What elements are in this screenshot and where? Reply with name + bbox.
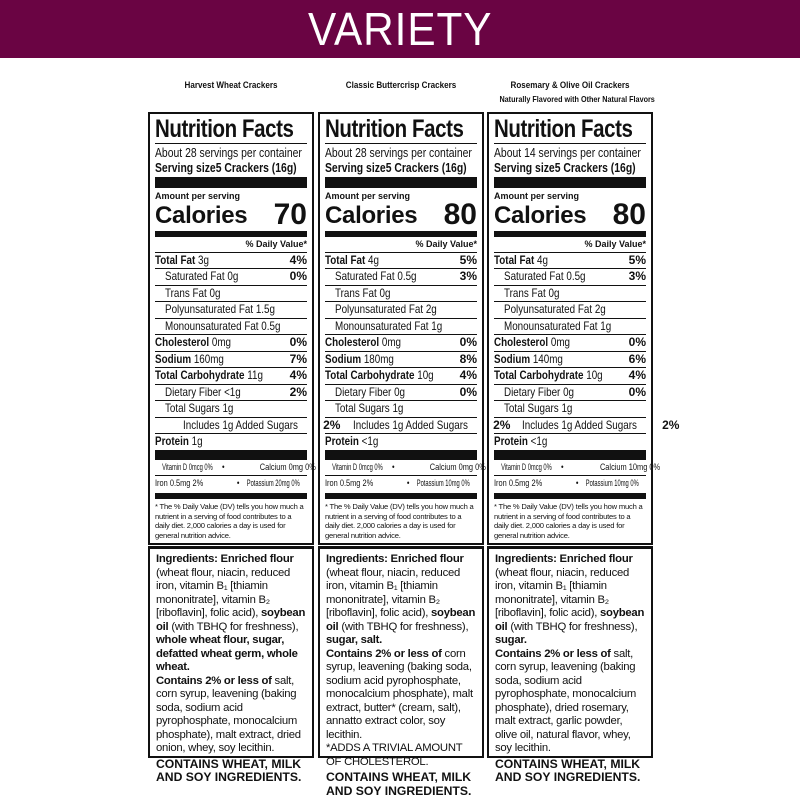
text-span (335, 319, 442, 335)
nutrient-row-sodium (325, 352, 477, 369)
allergen-statement: CONTAINS WHEAT, MILK AND SOY INGREDIENTS. (495, 756, 641, 784)
text-span (504, 385, 574, 401)
text-span (335, 401, 403, 417)
label-text: About 28 servings per container (155, 145, 302, 160)
calories-row (155, 197, 307, 231)
ingredients-minor-text (326, 648, 476, 743)
daily-value-footnote: * The % Daily Value (DV) tells you how much a nutrient in a serving of food contributes to a daily diet. 2,000 calories a day is used for general nutrition advice. (325, 502, 474, 540)
daily-value-header: % Daily Value* (325, 237, 477, 253)
ingredients-box (318, 546, 484, 798)
text-span (504, 286, 559, 302)
label-text: 0.5g (566, 269, 586, 283)
label-text: Protein (325, 434, 359, 448)
label-text: Iron 0.5mg 2% (325, 478, 374, 490)
label-text: 0% (459, 335, 477, 349)
text-span (165, 286, 220, 302)
nutrient-row-saturated-fat (494, 269, 646, 286)
daily-value-header: % Daily Value* (155, 237, 307, 253)
label-text: 4% (289, 252, 307, 267)
label-text: 1g (392, 401, 404, 415)
label-text: (with TBHQ for freshness), (168, 620, 299, 633)
label-text: Total Carbohydrate (494, 368, 584, 382)
label-text: Iron 0.5mg 2% (494, 478, 543, 490)
vitamin-row-2 (325, 476, 477, 491)
label-text: sugar, salt. (326, 634, 383, 646)
label-text: Vitamin D 0mcg 0% (332, 462, 383, 474)
text-span (165, 401, 233, 417)
amount-per-serving-label: Amount per serving (155, 190, 241, 201)
label-text: 0g (548, 285, 560, 300)
nutrient-row-cholesterol (494, 335, 646, 352)
label-text: Includes 1g Added Sugars (353, 417, 468, 432)
text-span: Vitamin D 0mcg 0% • (332, 462, 395, 474)
nutrient-row-added-sugars (494, 417, 680, 435)
label-text: <1g (530, 434, 548, 448)
text-span (155, 352, 224, 368)
nutrient-row-total-sugars (325, 401, 477, 418)
nutrition-facts-box (148, 112, 341, 545)
label-text: 5 Crackers (16g) (554, 160, 636, 175)
calories-row (325, 197, 477, 231)
label-text: 0g (209, 285, 221, 300)
nutrient-row-trans-fat (325, 286, 477, 303)
label-text: Protein (494, 434, 528, 448)
text-span (325, 352, 394, 368)
ingredients-text (326, 553, 476, 648)
label-text: 0% (289, 335, 307, 349)
nutrient-row-total-fat (494, 253, 646, 270)
text-span (494, 352, 563, 368)
ingredients-note: *ADDS A TRIVIAL AMOUNT OF CHOLESTEROL. (326, 742, 463, 768)
allergen-statement: CONTAINS WHEAT, MILK AND SOY INGREDIENTS. (326, 770, 472, 798)
ingredients-text (495, 553, 645, 648)
label-text: 0% (289, 269, 307, 283)
label-text: Saturated Fat (335, 269, 395, 283)
text-span (504, 269, 586, 285)
daily-value-header: % Daily Value* (494, 237, 646, 253)
calories-value: 80 (612, 197, 646, 231)
label-text: 5 Crackers (16g) (385, 160, 467, 175)
label-text: 4g (537, 252, 548, 267)
label-text: 5% (459, 252, 477, 267)
label-text: Vitamin D 0mcg 0% (501, 462, 552, 474)
label-text: 0mg (381, 335, 402, 349)
label-text: 0% (459, 384, 477, 399)
label-text: Serving size (494, 160, 555, 175)
label-text: Cholesterol (325, 335, 380, 349)
text-span (165, 302, 275, 318)
text-span (494, 335, 570, 351)
label-text: Trans Fat (504, 285, 546, 300)
divider-thick (494, 177, 646, 188)
text-span (325, 160, 467, 175)
label-text: 180mg (363, 351, 394, 366)
nutrient-row-total-sugars (155, 401, 307, 418)
nutrition-facts-title: Nutrition Facts (494, 115, 633, 143)
text-span (335, 385, 405, 401)
nutrition-facts-box (318, 112, 511, 545)
vitamin-row-1 (325, 460, 487, 476)
nutrient-row-polyunsaturated-fat (494, 302, 646, 319)
label-text: 1g (600, 318, 612, 333)
nutrition-panel-3 (487, 112, 680, 784)
product-name-text: Classic Buttercrisp Crackers (345, 80, 457, 91)
text-span (165, 269, 238, 285)
text-span (504, 319, 611, 335)
label-text: Ingredients: (495, 553, 557, 565)
label-text: 1g (431, 318, 443, 333)
label-text: 0g (394, 384, 406, 399)
label-text: corn syrup, leavening (baking soda, sodium acid pyrophosphate, monocalcium phosphate), malt extract, butter* (cream, salt), annatto extract color, soy lecithin. (326, 647, 473, 741)
servings-per-container (494, 143, 646, 160)
label-text: 0% (628, 384, 646, 399)
label-text: Total Fat (494, 252, 535, 267)
calories-row (494, 197, 646, 231)
product-name-buttercrisp (330, 80, 471, 91)
text-span: • Potassium 10mg 0% (575, 478, 639, 490)
daily-value-footnote: * The % Daily Value (DV) tells you how much a nutrient in a serving of food contributes to a daily diet. 2,000 calories a day is used for general nutrition advice. (155, 502, 304, 540)
calories-value: 70 (273, 197, 307, 231)
label-text: Sodium (494, 351, 531, 366)
text-span (155, 160, 297, 175)
label-text: About 28 servings per container (325, 145, 472, 160)
text-span (335, 302, 437, 318)
label-text: Ingredients: (326, 553, 388, 565)
label-text: Polyunsaturated Fat (504, 302, 593, 316)
label-text: Serving size (155, 160, 216, 175)
label-text: Trans Fat (165, 285, 207, 300)
label-text: <1g (361, 434, 379, 448)
nutrient-row-cholesterol (155, 335, 307, 352)
calories-label: Calories (325, 201, 418, 229)
label-text: (with TBHQ for freshness), (507, 620, 638, 633)
banner-title: VARIETY (307, 3, 493, 55)
nutrient-row-total-fat (155, 253, 307, 270)
label-text: Total Sugars (335, 401, 390, 415)
label-text: Monounsaturated Fat (335, 318, 429, 333)
label-text: Calcium 0mg 0% (260, 462, 317, 474)
label-text: About 14 servings per container (494, 145, 641, 160)
nutrition-panel-2 (318, 112, 511, 798)
label-text: 0mg (550, 335, 571, 349)
nutrient-row-monounsaturated-fat (325, 319, 477, 336)
vitamins-minerals (494, 460, 661, 491)
label-text: Total Fat (325, 252, 366, 267)
label-text: 140mg (532, 351, 563, 366)
label-text: Total Sugars (504, 401, 559, 415)
servings-per-container (155, 143, 307, 160)
label-text: Contains 2% or less of (156, 674, 272, 687)
label-text: 2% (493, 417, 511, 432)
ingredients-box (148, 546, 314, 784)
allergen-statement: CONTAINS WHEAT, MILK AND SOY INGREDIENTS. (156, 756, 302, 784)
text-span (155, 434, 203, 450)
nutrient-row-saturated-fat (325, 269, 477, 286)
ingredients-minor-text (156, 675, 306, 756)
label-text: 10g (417, 368, 434, 382)
label-text: 1g (222, 401, 234, 415)
label-text: 0% (628, 335, 646, 349)
nutrient-row-protein (155, 434, 307, 450)
divider-thick (155, 450, 307, 461)
text-span: • Potassium 20mg 0% (236, 478, 300, 490)
label-text: 3% (628, 269, 646, 283)
label-text: 4g (368, 252, 379, 267)
label-text: whole wheat flour, sugar, defatted wheat germ, whole wheat. (156, 634, 298, 673)
label-text: Serving size (325, 160, 386, 175)
label-text: (wheat flour, niacin, reduced iron, vitamin B₁ [thiamin mononitrate], vitamin B₂ [riboflavin], folic acid), (326, 566, 461, 619)
label-text: 4% (289, 368, 307, 382)
nutrient-row-trans-fat (494, 286, 646, 303)
label-text: 8% (459, 351, 477, 366)
label-text: (wheat flour, niacin, reduced iron, vitamin B₁ [thiamin mononitrate], vitamin B₂ [riboflavin], folic acid), (156, 566, 291, 619)
text-span (155, 253, 209, 269)
label-text: Cholesterol (494, 335, 549, 349)
label-text: Sodium (155, 351, 192, 366)
label-text: 10g (586, 368, 603, 382)
label-text: Contains 2% or less of (495, 647, 611, 660)
label-text: Saturated Fat (504, 269, 564, 283)
label-text: 160mg (193, 351, 224, 366)
label-text: Iron 0.5mg 2% (155, 478, 204, 490)
text-span (325, 368, 434, 384)
vitamins-minerals (155, 460, 317, 491)
text-span: • Potassium 10mg 0% (406, 478, 470, 490)
label-text: 6% (628, 351, 646, 366)
product-name-rosemary (499, 80, 655, 104)
label-text: Potassium 20mg 0% (246, 478, 300, 490)
servings-per-container (325, 143, 477, 160)
label-text: (wheat flour, niacin, reduced iron, vitamin B₁ [thiamin mononitrate], vitamin B₂ [riboflavin], folic acid), (495, 566, 630, 619)
nutrient-row-added-sugars (325, 417, 511, 435)
label-text: 5% (628, 252, 646, 267)
label-text: Dietary Fiber (504, 384, 561, 399)
nutrient-row-total-carbohydrate (325, 368, 477, 385)
text-span (325, 434, 378, 450)
label-text: Monounsaturated Fat (504, 318, 598, 333)
label-text: 3% (459, 269, 477, 283)
label-text: Includes 1g Added Sugars (522, 417, 637, 432)
label-text: 0.5g (397, 269, 417, 283)
text-span (165, 319, 280, 335)
variety-banner (0, 0, 800, 58)
label-text: Includes 1g Added Sugars (183, 417, 298, 432)
nutrient-row-polyunsaturated-fat (155, 302, 307, 319)
label-text: Total Fat (155, 252, 196, 267)
nutrient-row-total-carbohydrate (494, 368, 646, 385)
nutrient-row-saturated-fat (155, 269, 307, 286)
calories-label: Calories (155, 201, 248, 229)
nutrient-row-sodium (155, 352, 307, 369)
text-span (494, 434, 547, 450)
label-text: Contains 2% or less of (326, 647, 442, 660)
nutrient-row-dietary-fiber (494, 385, 646, 402)
label-text: Protein (155, 434, 189, 448)
divider-thick (325, 177, 477, 188)
nutrition-facts-title: Nutrition Facts (155, 115, 294, 143)
nutrient-row-sodium (494, 352, 646, 369)
text-span (494, 253, 548, 269)
vitamin-row-2 (494, 476, 646, 491)
nutrition-facts-box (487, 112, 680, 545)
product-subtitle: Naturally Flavored with Other Natural Flavors (499, 94, 655, 104)
text-span (155, 368, 263, 384)
label-text: Ingredients: (156, 553, 218, 565)
nutrient-row-trans-fat (155, 286, 307, 303)
label-text: 0.5g (261, 318, 281, 333)
text-span (494, 368, 603, 384)
serving-size (494, 160, 646, 175)
label-text: Vitamin D 0mcg 0% (162, 462, 213, 474)
label-text: Saturated Fat (165, 269, 225, 283)
label-text: soybean oil (156, 607, 306, 633)
serving-size (325, 160, 477, 175)
label-text: 1g (191, 434, 203, 448)
label-text: 3g (198, 252, 209, 267)
nutrient-row-polyunsaturated-fat (325, 302, 477, 319)
nutrition-facts-title: Nutrition Facts (325, 115, 464, 143)
label-text: Polyunsaturated Fat (335, 302, 424, 316)
nutrition-panel-1 (148, 112, 341, 784)
label-text: Potassium 10mg 0% (416, 478, 470, 490)
label-text: 11g (247, 368, 263, 382)
text-span: Vitamin D 0mcg 0% • (162, 462, 225, 474)
product-name-text: Harvest Wheat Crackers (184, 80, 278, 91)
nutrient-row-total-sugars (494, 401, 646, 418)
serving-size (155, 160, 307, 175)
label-text: <1g (224, 384, 241, 399)
label-text: 2g (594, 302, 606, 316)
label-text: 0g (227, 269, 239, 283)
label-text: sugar. (495, 634, 527, 646)
text-span (494, 160, 636, 175)
text-span (165, 385, 241, 401)
label-text: Dietary Fiber (335, 384, 392, 399)
vitamin-row-1 (155, 460, 317, 476)
label-text: (with TBHQ for freshness), (338, 620, 469, 633)
nutrient-row-monounsaturated-fat (155, 319, 307, 336)
label-text: soybean oil (495, 607, 645, 633)
label-text: Trans Fat (335, 285, 377, 300)
label-text: salt, corn syrup, leavening (baking soda, sodium acid pyrophosphate, monocalcium phosphate), dried rosemary, malt extract, garlic powder, olive oil, natural flavor, whey, soy lecithin. (495, 647, 637, 754)
text-span (335, 286, 390, 302)
label-text: 0mg (211, 335, 232, 349)
vitamin-row-1 (494, 460, 661, 476)
label-text: 7% (289, 351, 307, 366)
label-text: Enriched flour (390, 553, 464, 565)
product-name-harvest-wheat (160, 80, 301, 91)
nutrient-row-dietary-fiber (325, 385, 477, 402)
text-span (335, 269, 417, 285)
amount-per-serving-label: Amount per serving (325, 190, 411, 201)
nutrient-row-monounsaturated-fat (494, 319, 646, 336)
text-span (325, 335, 401, 351)
ingredients-minor-text (495, 648, 645, 756)
label-text: 4% (459, 368, 477, 382)
nutrient-row-dietary-fiber (155, 385, 307, 402)
label-text: 2g (425, 302, 437, 316)
nutrient-row-cholesterol (325, 335, 477, 352)
text-span (504, 302, 606, 318)
nutrient-row-protein (494, 434, 646, 450)
label-text: Sodium (325, 351, 362, 366)
label-text: 5 Crackers (16g) (215, 160, 297, 175)
nutrient-row-protein (325, 434, 477, 450)
label-text: Polyunsaturated Fat (165, 302, 254, 316)
daily-value-footnote: * The % Daily Value (DV) tells you how much a nutrient in a serving of food contributes to a daily diet. 2,000 calories a day is used for general nutrition advice. (494, 502, 643, 540)
label-text: Dietary Fiber (165, 384, 222, 399)
label-text: Calcium 0mg 0% (430, 462, 487, 474)
label-text: 0g (379, 285, 391, 300)
label-text: 2% (323, 417, 341, 432)
divider-thick (155, 177, 307, 188)
label-text: 2% (662, 417, 680, 432)
label-text: 1.5g (255, 302, 275, 316)
label-text: Enriched flour (559, 553, 633, 565)
label-text: 4% (628, 368, 646, 382)
label-text: 0g (563, 384, 575, 399)
text-span (504, 401, 572, 417)
label-text: 2% (289, 384, 307, 399)
label-text: Potassium 10mg 0% (585, 478, 639, 490)
label-text: Monounsaturated Fat (165, 318, 259, 333)
calories-label: Calories (494, 201, 587, 229)
text-span (155, 335, 231, 351)
label-text: salt, corn syrup, leavening (baking soda, sodium acid pyrophosphate, monocalcium phosphate), malt extract, dried onion, whey, soy lecithin. (156, 674, 301, 754)
label-text: Total Sugars (165, 401, 220, 415)
text-span: Vitamin D 0mcg 0% • (501, 462, 564, 474)
text-span (325, 253, 379, 269)
ingredients-box (487, 546, 653, 784)
product-name-text: Rosemary & Olive Oil Crackers (510, 80, 630, 91)
label-text: soybean oil (326, 607, 476, 633)
label-text: Calcium 10mg 0% (600, 462, 661, 474)
nutrient-row-added-sugars (155, 417, 341, 435)
vitamin-row-2 (155, 476, 307, 491)
nutrient-row-total-carbohydrate (155, 368, 307, 385)
divider-thick (494, 450, 646, 461)
label-text: Total Carbohydrate (325, 368, 415, 382)
calories-value: 80 (443, 197, 477, 231)
divider-thick (325, 450, 477, 461)
label-text: Total Carbohydrate (155, 368, 245, 382)
amount-per-serving-label: Amount per serving (494, 190, 580, 201)
nutrient-row-total-fat (325, 253, 477, 270)
vitamins-minerals (325, 460, 487, 491)
label-text: Cholesterol (155, 335, 210, 349)
label-text: 1g (561, 401, 573, 415)
label-text: Enriched flour (220, 553, 294, 565)
ingredients-text (156, 553, 306, 675)
